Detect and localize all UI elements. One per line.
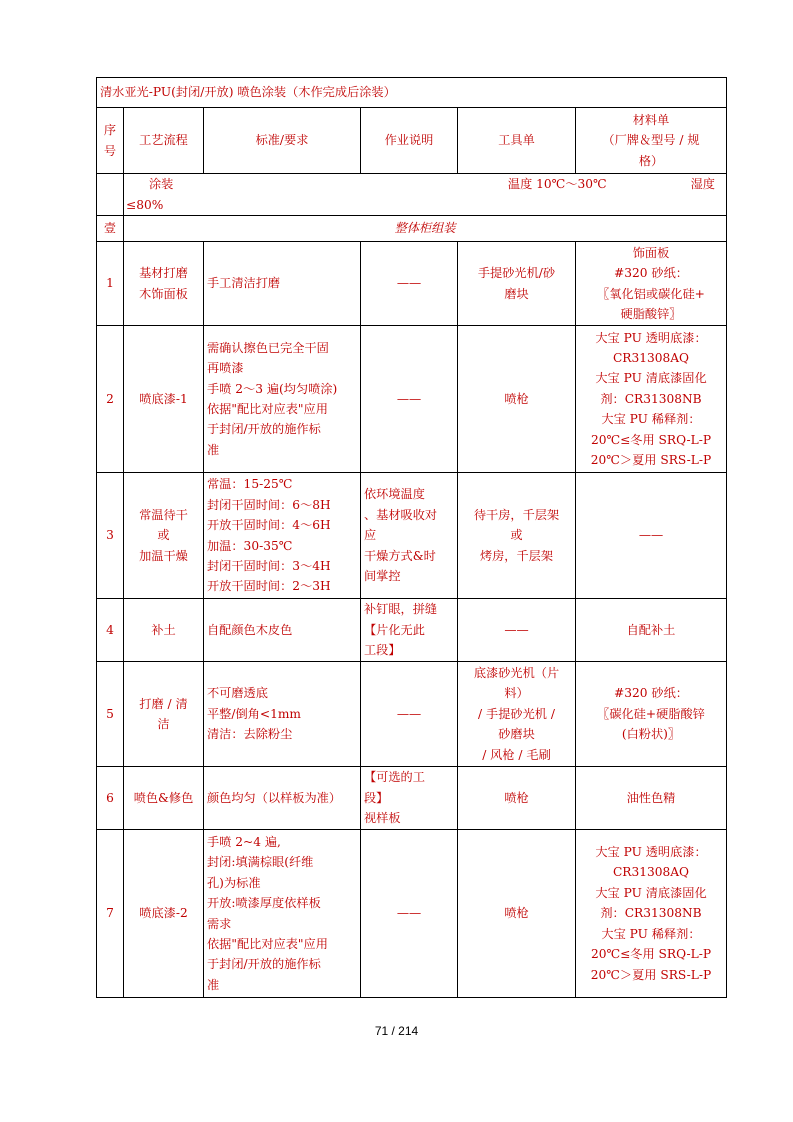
header-no: 序号	[97, 108, 124, 174]
cell-notes-line: 【片化无此	[364, 622, 425, 637]
cell-tools-line: 烤房，千层架	[479, 548, 554, 563]
cell-process-line: 木饰面板	[139, 286, 188, 301]
cell-standard-line: 常温：15-25℃	[207, 477, 293, 492]
cell-notes-line: 视样板	[364, 811, 401, 826]
header-materials-line: 格）	[638, 153, 664, 168]
cell-standard-line: 于封闭/开放的施作标	[207, 957, 321, 972]
cell-standard-line: 手工清洁打磨	[207, 276, 281, 291]
conditions-row	[97, 174, 727, 216]
cell-materials-line: #320 砂纸：	[614, 686, 688, 701]
cell-process-line: 喷底漆-1	[139, 391, 188, 406]
conditions-humidity-label: 湿度	[690, 177, 715, 192]
cell-standard-line: 开放干固时间：4～6H	[207, 518, 331, 533]
cell-process-line: 或	[157, 528, 170, 543]
cell-no: 1	[97, 242, 124, 326]
cell-no: 5	[97, 662, 124, 767]
cell-materials-line: 20℃＞夏用 SRS-L-P	[590, 967, 712, 982]
cell-notes-line: 间掌控	[364, 569, 401, 584]
cell-tools-line: 底漆砂光机（片	[473, 665, 560, 680]
cell-tools-line: 喷枪	[504, 391, 529, 406]
cell-no: 6	[97, 767, 124, 830]
cell-materials-line: 大宝 PU 透明底漆：	[595, 845, 707, 860]
cell-process-line: 喷底漆-2	[139, 906, 188, 921]
header-materials-line: 材料单	[632, 112, 670, 127]
cell-materials	[576, 242, 727, 326]
cell-notes-line: 、基材吸收对	[364, 507, 438, 522]
cell-standard-line: 手喷 2～3 遍(均匀喷涂)	[207, 381, 338, 396]
cell-process-line: 喷色&修色	[133, 790, 194, 805]
cell-materials-line: ——	[638, 528, 664, 543]
conditions-temperature: 温度 10℃～30℃	[507, 177, 607, 192]
header-standard: 标准/要求	[204, 108, 361, 174]
cell-notes	[361, 473, 458, 599]
conditions-humidity-value: ≤80%	[126, 197, 164, 212]
cell-notes-line: 干燥方式&时	[364, 548, 436, 563]
cell-standard	[204, 830, 361, 998]
cell-standard-line: 自配颜色木皮色	[207, 622, 293, 637]
cell-standard	[204, 473, 361, 599]
cell-standard-line: 手喷 2~4 遍,	[207, 834, 281, 849]
cell-materials-line: 饰面板	[632, 245, 670, 260]
cell-standard	[204, 326, 361, 473]
cell-materials-line: (白粉状)〗	[621, 727, 681, 742]
title-row	[97, 78, 727, 108]
cell-notes	[361, 767, 458, 830]
cell-materials-line: CR31308AQ	[612, 865, 690, 880]
cell-process	[124, 599, 204, 662]
cell-notes	[361, 242, 458, 326]
cell-notes-line: 依环境温度	[364, 487, 425, 502]
cell-process-line: 加温干燥	[139, 548, 188, 563]
cell-standard-line: 准	[207, 442, 220, 457]
cell-notes-line: ——	[396, 276, 422, 291]
cell-standard-line: 需确认擦色已完全干固	[207, 340, 329, 355]
cell-materials-line: 大宝 PU 稀释剂：	[601, 412, 701, 427]
cell-standard-line: 再喷漆	[207, 361, 244, 376]
cell-notes-line: 应	[364, 528, 377, 543]
table-row	[97, 473, 727, 599]
cell-tools	[458, 830, 576, 998]
cell-standard-line: 封闭干固时间：3～4H	[207, 558, 331, 573]
cell-materials-line: 〖碳化硅+硬脂酸锌	[597, 706, 705, 721]
table-title: 清水亚光-PU(封闭/开放) 喷色涂装（木作完成后涂装）	[97, 78, 727, 108]
table-row	[97, 662, 727, 767]
cell-process-line: 打磨 / 清	[139, 696, 188, 711]
cell-standard-line: 封闭:填满棕眼(纤维	[207, 855, 314, 870]
cell-no: 3	[97, 473, 124, 599]
cell-tools-line: 或	[510, 528, 523, 543]
cell-tools-line: / 手提砂光机 /	[478, 706, 555, 721]
header-materials	[576, 108, 727, 174]
table-row	[97, 599, 727, 662]
cell-tools	[458, 473, 576, 599]
header-row	[97, 108, 727, 174]
cell-tools-line: 磨块	[504, 286, 529, 301]
cell-materials-line: 大宝 PU 透明底漆：	[595, 330, 707, 345]
cell-notes-line: 补钉眼，拼缝	[364, 602, 438, 617]
cell-notes-line: 段】	[364, 790, 389, 805]
section-title: 整体柜组装	[124, 216, 727, 242]
cell-standard-line: 清洁：去除粉尘	[207, 727, 293, 742]
cell-materials-line: 大宝 PU 清底漆固化	[595, 885, 707, 900]
cell-notes	[361, 662, 458, 767]
cell-tools	[458, 242, 576, 326]
cell-standard-line: 不可磨透底	[207, 686, 268, 701]
cell-standard-line: 开放:喷漆厚度依样板	[207, 896, 321, 911]
cell-notes-line: ——	[396, 906, 422, 921]
cell-process-line: 洁	[157, 717, 170, 731]
process-table	[96, 77, 727, 998]
cell-standard-line: 准	[207, 977, 220, 992]
cell-materials-line: 20℃＞夏用 SRS-L-P	[590, 453, 712, 468]
cell-materials-line: CR31308AQ	[612, 350, 690, 365]
cell-process	[124, 767, 204, 830]
cell-standard	[204, 599, 361, 662]
cell-standard-line: 依据"配比对应表"应用	[207, 402, 328, 416]
cell-materials-line: 20℃≤冬用 SRQ-L-P	[590, 432, 712, 447]
cell-tools-line: 手提砂光机/砂	[477, 266, 556, 281]
cell-process-line: 基材打磨	[139, 266, 188, 281]
cell-materials	[576, 830, 727, 998]
cell-process-line: 补土	[151, 622, 176, 637]
cell-materials-line: 硬脂酸锌〗	[620, 306, 682, 321]
table-row	[97, 767, 727, 830]
cell-no: 2	[97, 326, 124, 473]
cell-notes-line: ——	[396, 391, 422, 406]
cell-notes-line: 【可选的工	[364, 770, 425, 785]
cell-materials-line: 剂：CR31308NB	[600, 906, 702, 921]
cell-materials-line: 剂：CR31308NB	[600, 391, 702, 406]
cell-tools	[458, 599, 576, 662]
header-materials-line: （厂牌＆型号 / 规	[602, 133, 700, 148]
cell-process	[124, 473, 204, 599]
cell-materials-line: 大宝 PU 清底漆固化	[595, 371, 707, 386]
page-number: 71 / 214	[374, 1024, 419, 1038]
cell-no: 7	[97, 830, 124, 998]
cell-process	[124, 242, 204, 326]
cell-tools-line: 喷枪	[504, 790, 529, 805]
cell-materials	[576, 599, 727, 662]
cell-materials	[576, 767, 727, 830]
cell-materials-line: 20℃≤冬用 SRQ-L-P	[590, 947, 712, 962]
header-process: 工艺流程	[124, 108, 204, 174]
cell-standard-line: 平整/倒角<1mm	[207, 706, 301, 721]
cell-process-line: 常温待干	[139, 507, 188, 522]
cell-standard-line: 封闭干固时间：6～8H	[207, 497, 331, 512]
cell-standard-line: 孔)为标准	[207, 875, 261, 890]
conditions-cell	[124, 174, 727, 216]
cell-notes-line: 工段】	[364, 643, 401, 658]
cell-materials	[576, 662, 727, 767]
cell-materials	[576, 326, 727, 473]
cell-tools-line: 喷枪	[504, 906, 529, 921]
cell-tools-line: 料）	[504, 686, 529, 701]
cell-standard	[204, 242, 361, 326]
section-row	[97, 216, 727, 242]
cell-materials-line: 〖氧化铝或碳化硅+	[597, 286, 705, 301]
cell-standard-line: 需求	[207, 916, 232, 931]
cell-materials-line: 油性色精	[626, 790, 676, 805]
table-body	[97, 242, 727, 998]
cell-materials-line: #320 砂纸：	[614, 266, 688, 281]
table-row	[97, 830, 727, 998]
cell-tools-line: / 风枪 / 毛刷	[482, 747, 551, 762]
cell-standard	[204, 662, 361, 767]
table-row	[97, 326, 727, 473]
cell-standard-line: 加温：30-35℃	[207, 538, 293, 553]
conditions-label: 涂装	[149, 177, 174, 192]
cell-tools-line: ——	[504, 622, 529, 637]
cell-standard-line: 开放干固时间：2～3H	[207, 579, 331, 594]
cell-standard-line: 颜色均匀（以样板为准）	[207, 790, 342, 805]
cell-standard-line: 于封闭/开放的施作标	[207, 422, 321, 437]
header-tools: 工具单	[458, 108, 576, 174]
cell-notes-line: ——	[396, 706, 422, 721]
cell-materials	[576, 473, 727, 599]
cell-standard	[204, 767, 361, 830]
cell-no: 4	[97, 599, 124, 662]
cell-process	[124, 830, 204, 998]
cell-tools	[458, 662, 576, 767]
cell-tools	[458, 326, 576, 473]
section-no: 壹	[97, 216, 124, 242]
cell-notes	[361, 830, 458, 998]
cell-process	[124, 662, 204, 767]
cell-materials-line: 自配补土	[626, 622, 676, 637]
cell-tools-line: 待干房，千层架	[473, 507, 560, 522]
cell-tools	[458, 767, 576, 830]
cell-standard-line: 依据"配比对应表"应用	[207, 936, 328, 951]
cell-materials-line: 大宝 PU 稀释剂：	[601, 926, 701, 941]
cell-tools-line: 砂磨块	[498, 727, 535, 742]
header-notes: 作业说明	[361, 108, 458, 174]
cell-notes	[361, 599, 458, 662]
table-row	[97, 242, 727, 326]
cell-process	[124, 326, 204, 473]
cell-notes	[361, 326, 458, 473]
